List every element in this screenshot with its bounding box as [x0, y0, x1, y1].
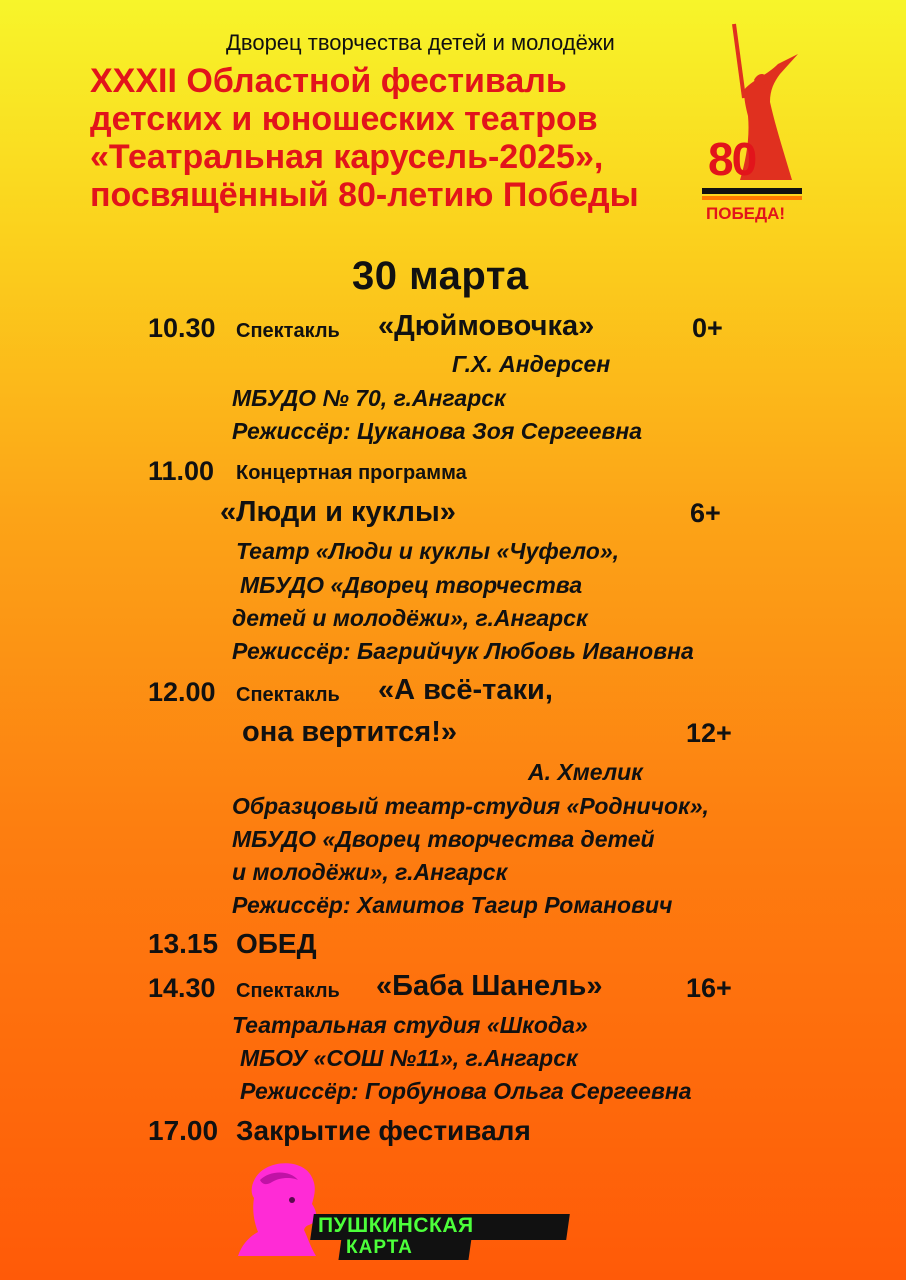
age-rating: 12+ — [686, 718, 732, 748]
age-rating: 16+ — [686, 973, 732, 1003]
event-time: 17.00 — [148, 1115, 219, 1146]
event-time: 13.15 — [148, 928, 219, 959]
event-detail: Театр «Люди и куклы «Чуфело», — [236, 538, 620, 564]
event-author: Г.Х. Андерсен — [452, 351, 611, 377]
event-label: ОБЕД — [236, 928, 317, 959]
age-rating: 6+ — [690, 498, 721, 528]
event-kind: Спектакль — [236, 980, 340, 1002]
organization-name: Дворец творчества детей и молодёжи — [226, 30, 615, 55]
pushkin-card-logo — [236, 1160, 576, 1260]
event-date: 30 марта — [352, 254, 529, 298]
event-time: 14.30 — [148, 973, 216, 1003]
event-time: 11.00 — [148, 456, 215, 486]
event-time: 12.00 — [148, 677, 216, 707]
event-title: «Баба Шанель» — [376, 970, 603, 1002]
event-detail: Режиссёр: Хамитов Тагир Романович — [232, 892, 673, 918]
festival-title-line: «Театральная карусель-2025», — [90, 138, 604, 176]
festival-title-line: XXXII Областной фестиваль — [90, 62, 567, 100]
event-kind: Концертная программа — [236, 462, 467, 484]
event-detail: МБУДО «Дворец творчества детей — [232, 826, 655, 852]
event-kind: Спектакль — [236, 320, 340, 342]
event-kind: Спектакль — [236, 684, 340, 706]
event-author: А. Хмелик — [528, 759, 643, 785]
event-detail: МБУДО № 70, г.Ангарск — [232, 385, 506, 411]
festival-title-line: детских и юношеских театров — [90, 100, 598, 138]
event-title: она вертится!» — [242, 716, 458, 748]
age-rating: 0+ — [692, 313, 723, 343]
victory-80-emblem — [700, 20, 810, 223]
event-title: «Люди и куклы» — [220, 496, 456, 528]
ribbon-stripe — [702, 188, 802, 194]
pushkin-label-line1: ПУШКИНСКАЯ — [318, 1214, 474, 1237]
event-time: 10.30 — [148, 313, 216, 343]
festival-title-line: посвящённый 80-летию Победы — [90, 176, 639, 214]
event-detail: Режиссёр: Багрийчук Любовь Ивановна — [232, 638, 694, 664]
pushkin-label-line2: КАРТА — [346, 1237, 413, 1258]
event-label: Закрытие фестиваля — [236, 1115, 531, 1146]
emblem-number: 80 — [708, 133, 756, 185]
pushkin-portrait-icon — [236, 1160, 356, 1260]
event-detail: МБОУ «СОШ №11», г.Ангарск — [240, 1045, 578, 1071]
event-detail: Режиссёр: Горбунова Ольга Сергеевна — [240, 1078, 692, 1104]
event-detail: Образцовый театр-студия «Родничок», — [232, 793, 709, 819]
ribbon-stripe — [702, 196, 802, 200]
event-detail: Режиссёр: Цуканова Зоя Сергеевна — [232, 418, 643, 444]
event-detail: и молодёжи», г.Ангарск — [232, 859, 508, 885]
event-detail: детей и молодёжи», г.Ангарск — [232, 605, 588, 631]
event-detail: МБУДО «Дворец творчества — [240, 572, 583, 598]
event-title: «А всё-таки, — [378, 674, 553, 706]
emblem-text: ПОБЕДА! — [706, 204, 786, 223]
event-title: «Дюймовочка» — [378, 310, 595, 342]
event-detail: Театральная студия «Шкода» — [232, 1012, 588, 1038]
